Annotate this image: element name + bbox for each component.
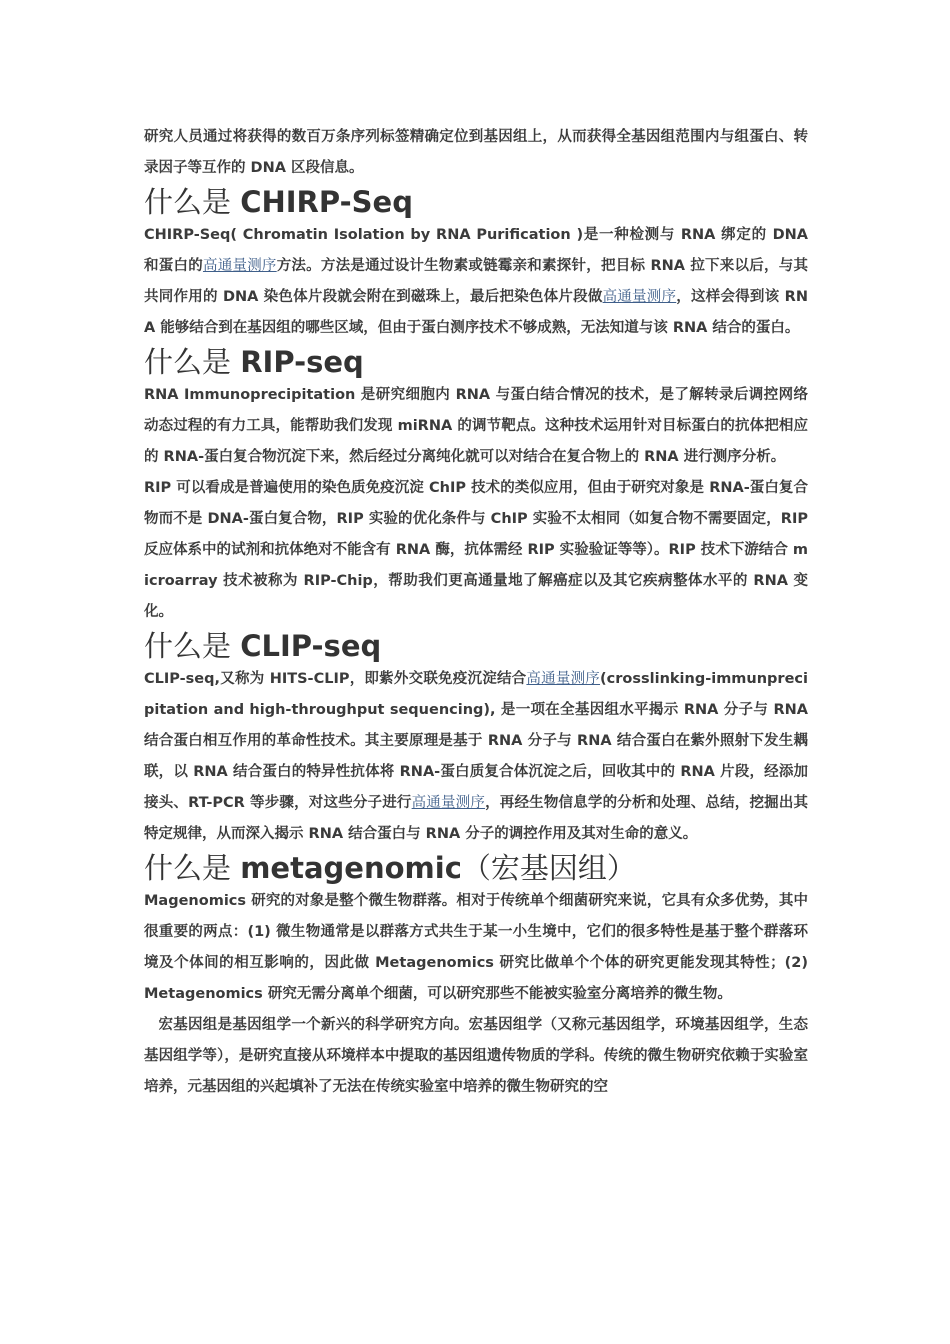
clip-heading-term: CLIP-seq xyxy=(240,629,382,663)
chirp-text-a: CHIRP-Seq( Chromatin Isolation by RNA Purification )是一种检测与 RNA 绑定的 DNA 和蛋白的 xyxy=(144,227,808,274)
clip-heading xyxy=(144,628,808,664)
rip-heading-term: RIP-seq xyxy=(240,345,364,379)
rip-heading xyxy=(144,344,808,380)
metagenomic-heading xyxy=(144,850,808,886)
chirp-text-b: 方法。方法是通过设计生物素或链霉亲和素探针，把目标 RNA 拉下来以后，与其共同作用的 DNA 染色体片段就会附在到磁珠上，最后把染色体片段做 xyxy=(144,258,809,305)
metagenomic-heading-term: metagenomic xyxy=(240,851,462,885)
clip-hts-link-1[interactable]: 高通量测序 xyxy=(526,671,601,687)
clip-paragraph xyxy=(144,664,808,850)
clip-text-b: (crosslinking-immunprecipitation and high-throughput sequencing), 是一项在全基因组水平揭示 RNA 分子与 RNA 结合蛋白相互作用的革命性技术。其主要原理是基于 RNA 分子与 RNA 结合蛋白在紫外照射下发生耦联，以 RNA 结合蛋白的特异性抗体将 RNA-蛋白质复合体沉淀之后，回收其中的 RNA 片段，经添加接头、RT-PCR 等步骤，对这些分子进行 xyxy=(144,671,808,811)
intro-paragraph: 研究人员通过将获得的数百万条序列标签精确定位到基因组上，从而获得全基因组范围内与组蛋白、转录因子等互作的 DNA 区段信息。 xyxy=(144,129,808,176)
clip-text-c: ，再经生物信息学的分析和处理、总结，挖掘出其特定规律，从而深入揭示 RNA 结合蛋白与 RNA 分子的调控作用及其对生命的意义。 xyxy=(144,795,809,842)
clip-heading-prefix: 什么是 xyxy=(144,629,241,663)
document-page xyxy=(144,122,808,1103)
clip-text-a: CLIP-seq,又称为 HITS-CLIP，即紫外交联免疫沉淀结合 xyxy=(144,671,527,687)
chirp-hts-link-1[interactable]: 高通量测序 xyxy=(202,258,277,274)
rip-heading-prefix: 什么是 xyxy=(144,345,241,379)
clip-hts-link-2[interactable]: 高通量测序 xyxy=(411,795,486,811)
metagenomic-heading-tail: （宏基因组） xyxy=(461,851,636,885)
metagenomic-heading-prefix: 什么是 xyxy=(144,851,241,885)
chirp-text-c: ，这样会得到该 RNA 能够结合到在基因组的哪些区域，但由于蛋白测序技术不够成熟，无法知道与该 RNA 结合的蛋白。 xyxy=(144,289,808,336)
chirp-heading-term: CHIRP-Seq xyxy=(240,185,413,219)
metagenomic-paragraph-1: Magenomics 研究的对象是整个微生物群落。相对于传统单个细菌研究来说，它具有众多优势，其中很重要的两点：(1) 微生物通常是以群落方式共生于某一小生境中，它们的很多特性是基于整个群落环境及个体间的相互影响的，因此做 Metagenomics 研究比做单个个体的研究更能发现其特性；(2) Metagenomics 研究无需分离单个细菌，可以研究那些不能被实验室分离培养的微生物。 xyxy=(144,893,808,1002)
chirp-hts-link-2[interactable]: 高通量测序 xyxy=(602,289,677,305)
rip-paragraph-2: RIP 可以看成是普遍使用的染色质免疫沉淀 ChIP 技术的类似应用，但由于研究对象是 RNA-蛋白复合物而不是 DNA-蛋白复合物，RIP 实验的优化条件与 ChIP 实验不太相同（如复合物不需要固定，RIP 反应体系中的试剂和抗体绝对不能含有 RNA 酶，抗体需经 RIP 实验验证等等）。RIP 技术下游结合 microarray 技术被称为 RIP-Chip，帮助我们更高通量地了解癌症以及其它疾病整体水平的 RNA 变化。 xyxy=(144,480,808,620)
chirp-heading xyxy=(144,184,808,220)
rip-paragraph-1: RNA Immunoprecipitation 是研究细胞内 RNA 与蛋白结合情况的技术，是了解转录后调控网络动态过程的有力工具，能帮助我们发现 miRNA 的调节靶点。这种技术运用针对目标蛋白的抗体把相应的 RNA-蛋白复合物沉淀下来，然后经过分离纯化就可以对结合在复合物上的 RNA 进行测序分析。 xyxy=(144,387,808,465)
chirp-paragraph xyxy=(144,220,808,344)
chirp-heading-prefix: 什么是 xyxy=(144,185,241,219)
metagenomic-paragraph-2: 宏基因组是基因组学一个新兴的科学研究方向。宏基因组学（又称元基因组学，环境基因组学，生态基因组学等），是研究直接从环境样本中提取的基因组遗传物质的学科。传统的微生物研究依赖于实验室培养，元基因组的兴起填补了无法在传统实验室中培养的微生物研究的空 xyxy=(144,1017,808,1095)
